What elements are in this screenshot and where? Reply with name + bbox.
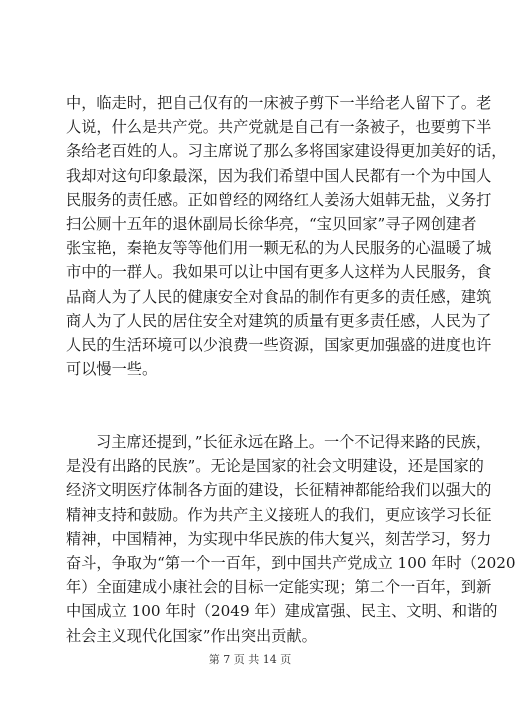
paragraph-line: 精神，中国精神，为实现中华民族的伟大复兴，刻苦学习，努力 [66, 529, 492, 548]
paragraph-line: 民服务的责任感。正如曾经的网络红人姜汤大姐韩无盐，义务打 [66, 190, 492, 209]
paragraph-line: 市中的一群人。我如果可以让中国有更多人这样为人民服务，食 [66, 263, 492, 282]
paragraph-line: 年）全面建成小康社会的目标一定能实现；第二个一百年，到新 [66, 578, 492, 597]
paragraph-line: 经济文明医疗体制各方面的建设，长征精神都能给我们以强大的 [66, 481, 492, 500]
paragraph-1 [66, 91, 507, 381]
paragraph-line: 我却对这句印象最深，因为我们希望中国人民都有一个为中国人 [66, 166, 492, 185]
paragraph-line: 人说，什么是共产党。共产党就是自己有一条被子，也要剪下半 [66, 118, 492, 137]
paragraph-line: 商人为了人民的居住安全对建筑的质量有更多责任感，人民为了 [66, 311, 492, 330]
paragraph-2 [66, 430, 516, 648]
paragraph-line: 中，临走时，把自己仅有的一床被子剪下一半给老人留下了。老 [66, 94, 492, 112]
paragraph-line: 条给老百姓的人。习主席说了那么多将国家建设得更加美好的话， [66, 142, 507, 161]
paragraph-line: 中国成立 100 年时（2049 年）建成富强、民主、文明、和谐的 [66, 602, 498, 621]
paragraph-line: 可以慢一些。 [66, 360, 158, 379]
page-number-footer: 第 7 页 共 14 页 [208, 653, 292, 666]
paragraph-line: 社会主义现代化国家”作出突出贡献。 [66, 626, 317, 645]
paragraph-line: 习主席还提到，”长征永远在路上。一个不记得来路的民族， [96, 433, 492, 451]
paragraph-line: 人民的生活环境可以少浪费一些资源，国家更加强盛的进度也许 [66, 335, 492, 354]
paragraph-line: 精神支持和鼓励。作为共产主义接班人的我们，更应该学习长征 [66, 505, 492, 524]
paragraph-line: 品商人为了人民的健康安全对食品的制作有更多的责任感，建筑 [66, 287, 492, 306]
paragraph-line: 是没有出路的民族”。无论是国家的社会文明建设，还是国家的 [66, 457, 484, 476]
paragraph-line: 扫公厕十五年的退休副局长徐华亮，“宝贝回家”寻子网创建者 [66, 214, 477, 233]
paragraph-line: 奋斗，争取为“第一个一百年，到中国共产党成立 100 年时（2020 [66, 553, 516, 572]
paragraph-line: 张宝艳，秦艳友等等他们用一颗无私的为人民服务的心温暖了城 [66, 239, 492, 258]
